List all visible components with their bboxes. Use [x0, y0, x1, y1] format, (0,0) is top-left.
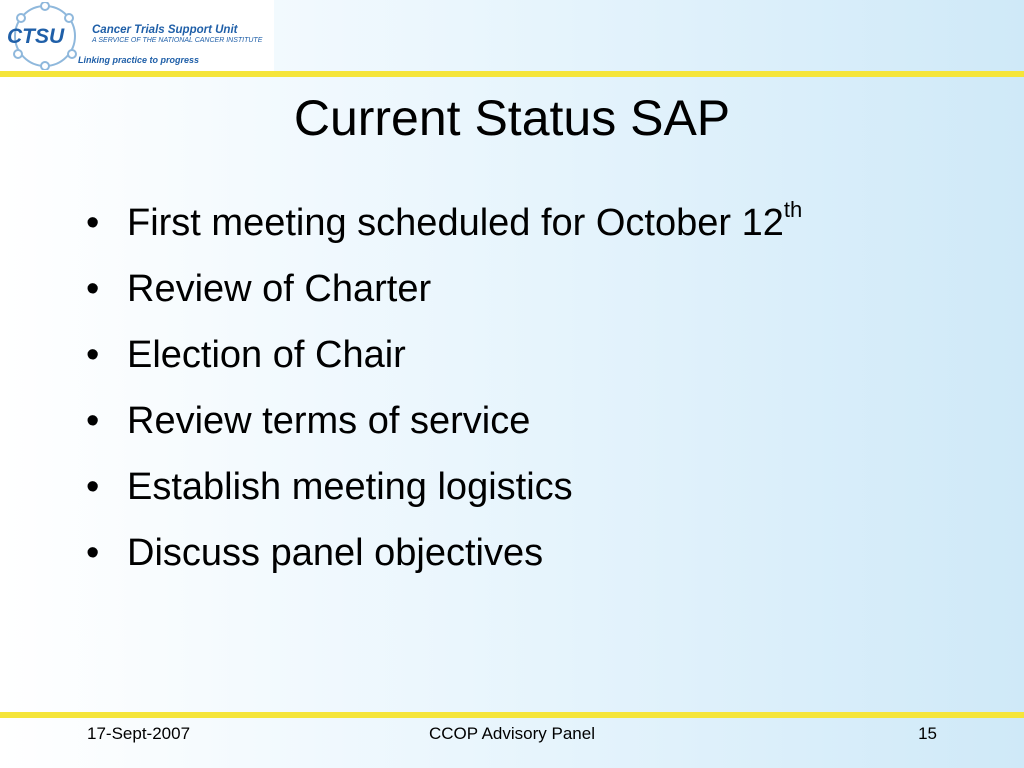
- bullet-icon: •: [86, 400, 100, 442]
- bullet-text: Establish meeting logistics: [127, 466, 573, 508]
- bullet-icon: •: [86, 334, 100, 376]
- bullet-text: Review terms of service: [127, 400, 531, 442]
- logo-tagline: Linking practice to progress: [78, 55, 200, 65]
- slide-title: Current Status SAP: [293, 90, 731, 146]
- bullet-icon: •: [86, 268, 100, 310]
- bullet-icon: •: [86, 202, 100, 244]
- bullet-text: [127, 190, 802, 256]
- bullet-text: Election of Chair: [127, 334, 406, 376]
- bullet-text: Review of Charter: [127, 268, 432, 310]
- bullet-text: Discuss panel objectives: [127, 532, 544, 574]
- ctsu-logo-mark: [2, 2, 88, 70]
- footer-divider: [0, 712, 1024, 718]
- logo-org-name: Cancer Trials Support Unit: [92, 24, 238, 36]
- footer-date: 17-Sept-2007: [87, 724, 191, 743]
- logo-initials: CTSU: [7, 25, 65, 48]
- bullet-text-main: First meeting scheduled for October 12: [127, 202, 784, 244]
- slide-number: 15: [918, 724, 937, 743]
- header-divider: [0, 71, 1024, 77]
- bullet-superscript: th: [783, 197, 803, 222]
- bullet-icon: •: [86, 532, 100, 574]
- logo-org-subtitle: A SERVICE OF THE NATIONAL CANCER INSTITUTE: [92, 37, 263, 44]
- bullet-icon: •: [86, 466, 100, 508]
- ctsu-logo: [0, 0, 274, 72]
- footer-presentation-name: CCOP Advisory Panel: [429, 724, 595, 743]
